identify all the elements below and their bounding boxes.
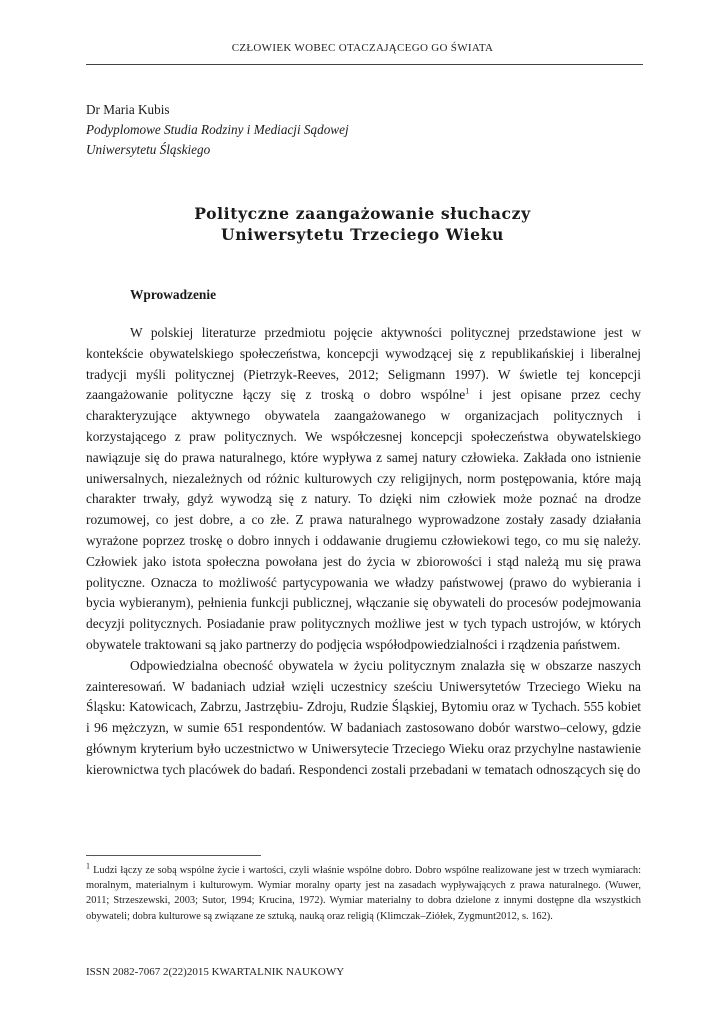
paragraph-1-part1: W polskiej literaturze przedmiotu pojęcie aktywności politycznej przedstawione jest w kontekście obywatelskiego społeczeństwa, koncepcji wywodzącej się z republikańskiej i liberalnej tradycji myśli politycznej (Pietrzyk-Reeves, 2012; Seligmann 1997). W świetle tej koncepcji zaangażowanie polityczne łączy się z troską o dobro wspólne — [86, 325, 641, 403]
running-header: CZŁOWIEK WOBEC OTACZAJĄCEGO GO ŚWIATA — [231, 42, 494, 54]
footnote-reference[interactable]: 1 — [465, 386, 470, 396]
article-title-line2: Uniwersytetu Trzeciego Wieku — [221, 225, 504, 244]
footnote — [86, 863, 641, 924]
author-affiliation-line1: Podyplomowe Studia Rodziny i Mediacji Sądowej — [86, 122, 349, 137]
footnote-text: Ludzi łączy ze sobą wspólne życie i wartości, czyli właśnie wspólne dobro. Dobro wspólne realizowane jest w trzech wymiarach: moralnym, materialnym i kulturowym. Wymiar moralny oparty jest na zasadach wypływających z prawa naturalnego. (Wuwer, 2011; Strzeszewski, 2003; Sutor, 1994; Krucina, 1972). Wymiar materialny to dobra dzielone z innymi dostępne dla wszystkich obywateli; dobra kulturowe są związane ze sztuką, nauką oraz religią (Klimczak–Ziółek, Zygmunt2012, s. 162). — [86, 865, 641, 922]
article-title-line1: Polityczne zaangażowanie słuchaczy — [194, 204, 531, 223]
footnote-marker: 1 — [86, 861, 90, 871]
author-affiliation-line2: Uniwersytetu Śląskiego — [86, 142, 211, 157]
header-divider — [86, 64, 643, 65]
page-footer: ISSN 2082-7067 2(22)2015 KWARTALNIK NAUKOWY — [86, 966, 345, 978]
paragraph-1-part2: i jest opisane przez cechy charakteryzujące aktywnego obywatela zaangażowanego w organizacjach politycznych i korzystającego z praw politycznych. We współczesnej koncepcji społeczeństwa obywatelskiego nawiązuje się do prawa naturalnego, które wypływa z samej natury człowieka. Zakłada ono istnienie uniwersalnych, niezależnych od różnic kulturowych czy religijnych, norm postępowania, które mają charakter trwały, gdyż wywodzą się z natury. To dzięki nim człowiek może poznać na drodze rozumowej, co jest dobre, a co złe. Z prawa naturalnego wyprowadzone zostały zasady działania wyrażone poprzez troskę o dobro innych i oddawanie drugiemu człowiekowi tego, co mu się należy. Człowiek jako istota społeczna powołana jest do życia w zbiorowości i stąd należą mu się prawa polityczne. Oznacza to możliwość partycypowania we władzy państwowej (prawo do wybierania i bycia wybieranym), pełnienia funkcji publicznej, włączanie się obywateli do procesów podejmowania decyzji politycznych. Posiadanie praw politycznych możliwe jest w tych typach ustrojów, w których obywatele traktowani są jako partnerzy do podjęcia współodpowiedzialności i rządzenia państwem. — [86, 387, 641, 652]
author-block — [86, 100, 349, 160]
footnote-divider — [86, 855, 261, 856]
paragraph-1 — [86, 323, 641, 656]
author-name: Dr Maria Kubis — [86, 102, 170, 117]
paragraph-2: Odpowiedzialna obecność obywatela w życiu politycznym znalazła się w obszarze naszych zainteresowań. W badaniach udział wzięli uczestnicy sześciu Uniwersytetów Trzeciego Wieku na Śląsku: Katowicach, Zabrzu, Jastrzębiu- Zdroju, Rudzie Śląskiej, Bytomiu oraz w Tychach. 555 kobiet i 96 mężczyzn, w sumie 651 respondentów. W badaniach zastosowano dobór warstwo–celowy, gdzie głównym kryterium było uczestnictwo w Uniwersytecie Trzeciego Wieku oraz przychylne nastawienie kierownictwa tych placówek do badań. Respondenci zostali przebadani w tematach odnoszących się do — [86, 657, 641, 777]
article-title — [0, 203, 725, 245]
body-text — [86, 323, 641, 781]
section-heading: Wprowadzenie — [130, 287, 217, 302]
